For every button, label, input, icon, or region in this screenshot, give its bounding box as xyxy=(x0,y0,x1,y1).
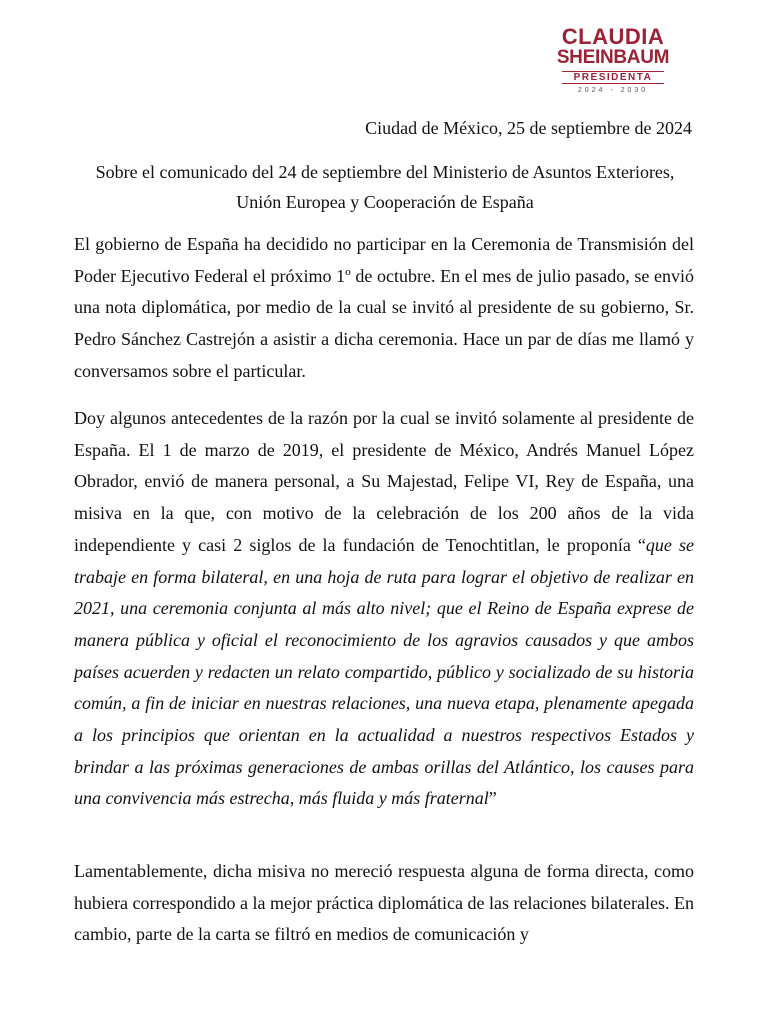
date-line: Ciudad de México, 25 de septiembre de 2024 xyxy=(365,118,692,138)
logo-name-line2: SHEINBAUM xyxy=(556,47,670,68)
logo-name-line1: CLAUDIA xyxy=(561,24,665,49)
paragraph-1 xyxy=(74,229,694,388)
paragraph-1-text: El gobierno de España ha decidido no participar en la Ceremonia de Transmisión del Poder Ejecutivo Federal el próximo 1º de octubre. En el mes de julio pasado, se envió una nota diplomática, por medio de la cual se invitó al presidente de su gobierno, Sr. Pedro Sánchez Castrejón a asistir a dicha ceremonia. Hace un par de días me llamó y conversamos sobre el particular. xyxy=(74,234,694,381)
document-subject xyxy=(60,157,710,217)
subject-line-2: Unión Europea y Cooperación de España xyxy=(236,192,534,212)
logo-role: PRESIDENTA xyxy=(562,71,664,84)
claudia-sheinbaum-logo xyxy=(548,26,678,96)
logo-years: 2024 - 2030 xyxy=(577,87,649,94)
paragraph-2-text xyxy=(74,403,694,815)
paragraph-3 xyxy=(74,856,694,951)
paragraph-2 xyxy=(74,403,694,815)
paragraph-3-text: Lamentablemente, dicha misiva no mereció respuesta alguna de forma directa, como hubiera correspondido a la mejor práctica diplomática de las relaciones bilaterales. En cambio, parte de la carta se filtró en medios de comunicación y xyxy=(74,861,694,945)
paragraph-2-quote: que se trabaje en forma bilateral, en una hoja de ruta para lograr el objetivo de realizar en 2021, una ceremonia conjunta al más alto nivel; que el Reino de España exprese de manera pública y oficial el reconocimiento de los agravios causados y que ambos países acuerden y redacten un relato compartido, público y socializado de su historia común, a fin de iniciar en nuestras relaciones, una nueva etapa, plenamente apegada a los principios que orientan en la actualidad a nuestros respectivos Estados y brindar a las próximas generaciones de ambas orillas del Atlántico, los causes para una convivencia más estrecha, más fluida y más fraternal xyxy=(74,534,695,809)
paragraph-2-close: ” xyxy=(488,788,497,809)
paragraph-2-intro: Doy algunos antecedentes de la razón por la cual se invitó solamente al presidente de España. El 1 de marzo de 2019, el presidente de México, Andrés Manuel López Obrador, envió de manera personal, a Su Majestad, Felipe VI, Rey de España, una misiva en la que, con motivo de la celebración de los 200 años de la vida independiente y casi 2 siglos de la fundación de Tenochtitlan, le proponía “ xyxy=(74,408,694,555)
subject-line-1: Sobre el comunicado del 24 de septiembre del Ministerio de Asuntos Exteriores, xyxy=(95,162,675,182)
